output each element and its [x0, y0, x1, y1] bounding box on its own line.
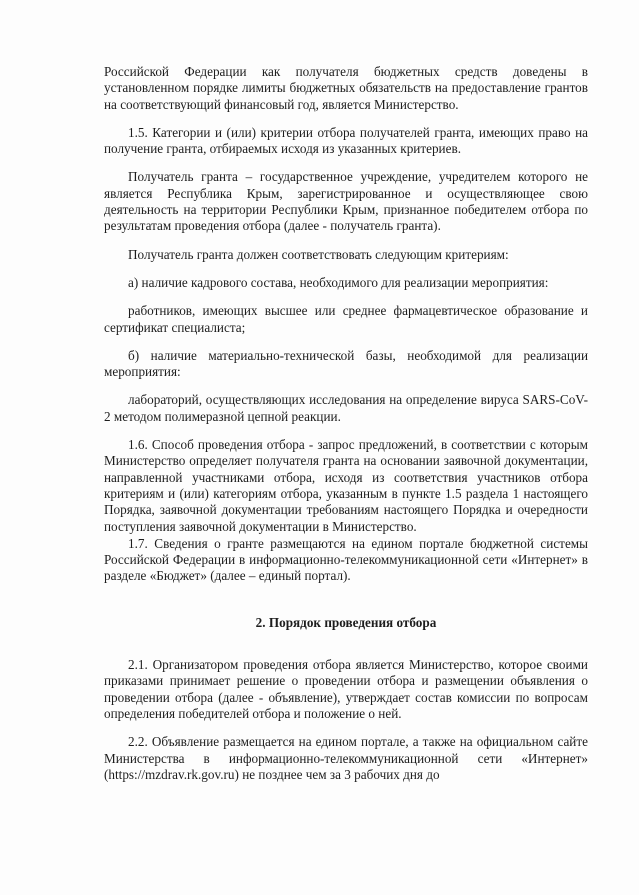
paragraph-continuation: Российской Федерации как получателя бюджетных средств доведены в установленном порядке лимиты бюджетных обязательств на предоставление грантов на соответствующий финансовый год, является Министерство.	[104, 64, 588, 112]
paragraph-2-1: 2.1. Организатором проведения отбора является Министерство, которое своими приказами принимает решение о проведении отбора и размещении объявления о проведении отбора (далее - объявление), утверждает состав комиссии по вопросам определения победителей отбора и положение о ней.	[104, 657, 588, 721]
paragraph-1-6: 1.6. Способ проведения отбора - запрос предложений, в соответствии с которым Министерство определяет получателя гранта на основании заявочной документации, направленной участниками отбора, исходя из соответствия участников отбора критериям и (или) категориям отбора, указанным в пункте 1.5 раздела 1 настоящего Порядка, заявочной документации требованиям настоящего Порядка и очередности поступления заявочной документации в Министерство.	[104, 437, 588, 534]
paragraph-criterion-a: а) наличие кадрового состава, необходимого для реализации мероприятия:	[128, 274, 549, 290]
paragraph-criterion-b-detail: лабораторий, осуществляющих исследования на определение вируса SARS-CoV-2 методом полимеразной цепной реакции.	[104, 392, 588, 424]
paragraph-criteria-intro: Получатель гранта должен соответствовать следующим критериям:	[128, 246, 509, 262]
section-heading: 2. Порядок проведения отбора	[255, 614, 437, 630]
paragraph-criterion-a-detail: работников, имеющих высшее или среднее фармацевтическое образование и сертификат специалиста;	[104, 303, 588, 335]
paragraph-1-7: 1.7. Сведения о гранте размещаются на едином портале бюджетной системы Российской Федерации в информационно-телекоммуникационной сети «Интернет» в разделе «Бюджет» (далее – единый портал).	[104, 535, 588, 584]
paragraph-1-5: 1.5. Категории и (или) критерии отбора получателей гранта, имеющих право на получение гранта, отбираемых исходя из указанных критериев.	[104, 124, 588, 157]
paragraph-grant-recipient: Получатель гранта – государственное учреждение, учредителем которого не является Республика Крым, зарегистрированное и осуществляющее свою деятельность на территории Республики Крым, признанное победителем отбора по результатам проведения отбора (далее - получатель гранта).	[104, 169, 588, 234]
paragraph-criterion-b: б) наличие материально-технической базы, необходимой для реализации мероприятия:	[104, 347, 588, 380]
paragraph-2-2: 2.2. Объявление размещается на едином портале, а также на официальном сайте Министерства в информационно-телекоммуникационной сети «Интернет» (https://mzdrav.rk.gov.ru) не позднее чем за 3 рабочих дня до	[104, 734, 588, 782]
document-body	[104, 64, 588, 795]
